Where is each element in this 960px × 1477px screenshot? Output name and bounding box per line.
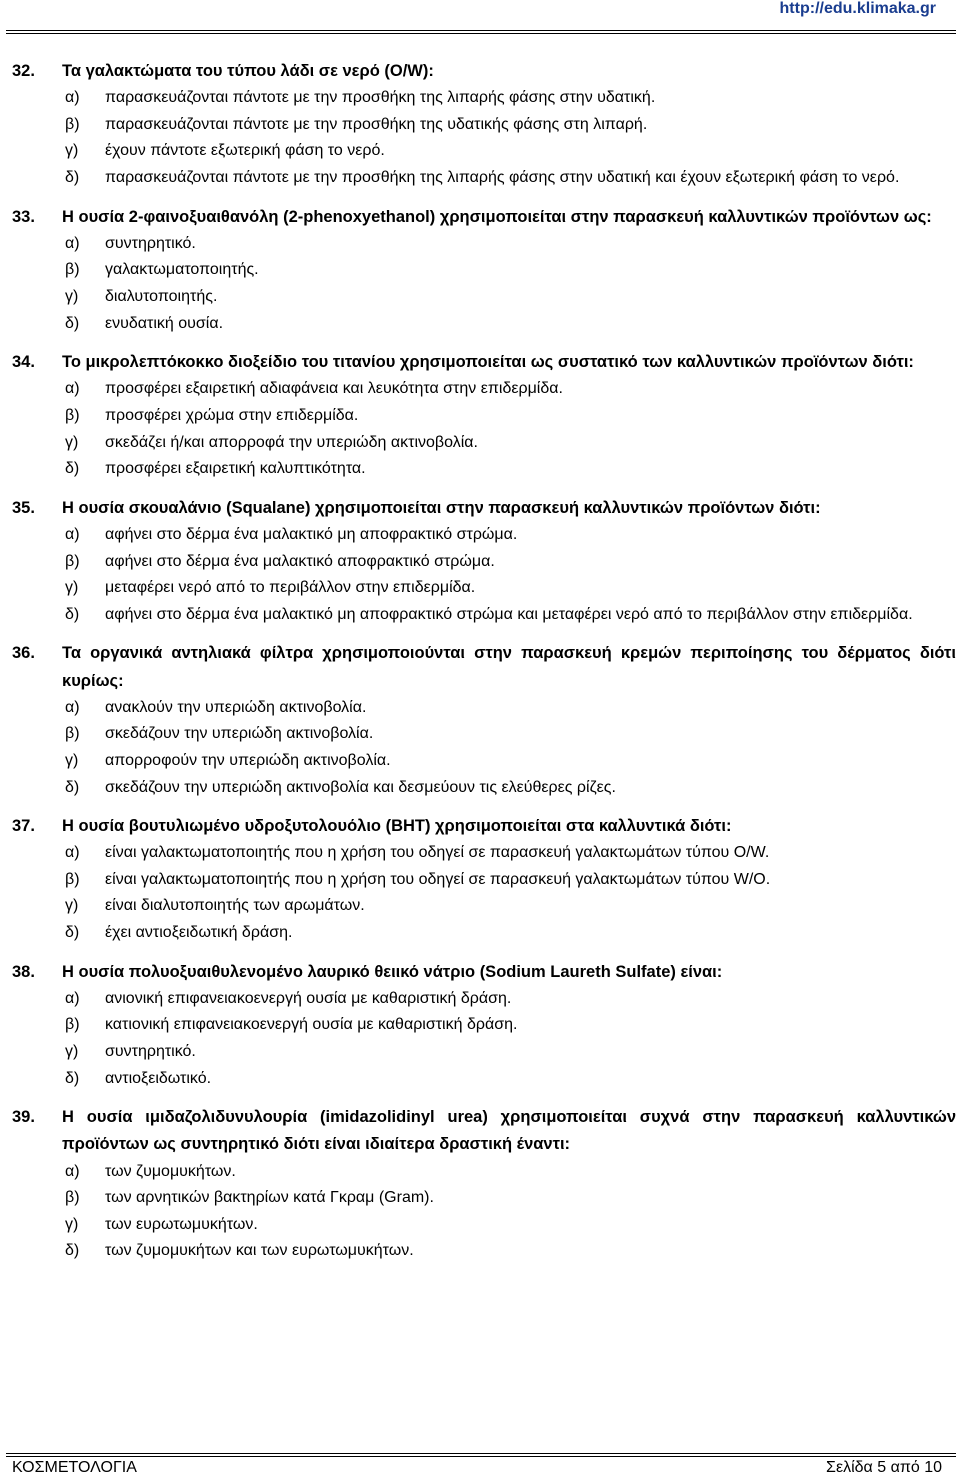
answer-option [12, 522, 956, 549]
option-text: αφήνει στο δέρμα ένα μαλακτικό μη αποφρακτικό στρώμα. [105, 525, 518, 543]
option-letter: α) [65, 234, 80, 252]
answer-option [12, 721, 956, 748]
answer-option [12, 867, 956, 894]
option-letter: α) [65, 525, 80, 543]
question-text: Η ουσία βουτυλιωμένο υδροξυτολουόλιο (BHT) χρησιμοποιείται στα καλλυντικά διότι: [62, 817, 732, 836]
option-text: γαλακτωματοποιητής. [105, 261, 259, 279]
question-block [12, 495, 956, 629]
question-block [12, 204, 956, 338]
option-letter: α) [65, 698, 80, 716]
answer-option [12, 456, 956, 483]
question-block [12, 640, 956, 801]
answer-option [12, 549, 956, 576]
question-block [12, 349, 956, 483]
option-letter: γ) [65, 1043, 79, 1061]
option-letter: β) [65, 1016, 80, 1034]
answer-option [12, 840, 956, 867]
question-heading [12, 959, 956, 986]
question-number: 34. [12, 353, 35, 372]
answer-option [12, 893, 956, 920]
question-heading [12, 349, 956, 376]
answer-option [12, 920, 956, 947]
option-letter: δ) [65, 314, 80, 332]
question-heading [12, 640, 956, 694]
option-letter: α) [65, 1162, 80, 1180]
answer-option [12, 1212, 956, 1239]
option-letter: δ) [65, 1242, 80, 1260]
question-heading [12, 1104, 956, 1158]
option-letter: β) [65, 725, 80, 743]
question-number: 36. [12, 644, 35, 663]
source-url-link[interactable]: http://edu.klimaka.gr [779, 0, 936, 17]
option-text: διαλυτοποιητής. [105, 287, 218, 305]
option-text: έχουν πάντοτε εξωτερική φάση το νερό. [105, 142, 385, 160]
option-text: σκεδάζει ή/και απορροφά την υπεριώδη ακτινοβολία. [105, 433, 478, 451]
option-letter: γ) [65, 1215, 79, 1233]
option-text: παρασκευάζονται πάντοτε με την προσθήκη της υδατικής φάσης στη λιπαρή. [105, 115, 648, 133]
option-letter: β) [65, 261, 80, 279]
option-text: έχει αντιοξειδωτική δράση. [105, 924, 293, 942]
question-text: Η ουσία 2-φαινοξυαιθανόλη (2-phenoxyethanol) χρησιμοποιείται στην παρασκευή καλλυντικών προϊόντων ως: [62, 207, 932, 226]
option-text: προσφέρει εξαιρετική αδιαφάνεια και λευκότητα στην επιδερμίδα. [105, 380, 563, 398]
answer-option [12, 257, 956, 284]
top-divider [6, 30, 956, 34]
option-letter: α) [65, 380, 80, 398]
option-letter: β) [65, 406, 80, 424]
answer-option [12, 165, 956, 192]
answer-option [12, 112, 956, 139]
option-text: προσφέρει εξαιρετική καλυπτικότητα. [105, 460, 366, 478]
question-heading [12, 813, 956, 840]
option-letter: β) [65, 870, 80, 888]
question-number: 35. [12, 498, 35, 517]
option-text: είναι γαλακτωματοποιητής που η χρήση του οδηγεί σε παρασκευή γαλακτωμάτων τύπου W/O. [105, 870, 771, 888]
footer-subject: ΚΟΣΜΕΤΟΛΟΓΙΑ [12, 1459, 137, 1476]
option-text: αντιοξειδωτικό. [105, 1069, 212, 1087]
option-text: παρασκευάζονται πάντοτε με την προσθήκη της λιπαρής φάσης στην υδατική. [105, 89, 656, 107]
answer-option [12, 695, 956, 722]
option-text: απορροφούν την υπεριώδη ακτινοβολία. [105, 751, 391, 769]
question-text: Η ουσία σκουαλάνιο (Squalane) χρησιμοποιείται στην παρασκευή καλλυντικών προϊόντων διότι: [62, 498, 821, 517]
answer-option [12, 284, 956, 311]
question-heading [12, 58, 956, 85]
option-text: προσφέρει χρώμα στην επιδερμίδα. [105, 406, 359, 424]
answer-option [12, 403, 956, 430]
answer-option [12, 311, 956, 338]
option-text: μεταφέρει νερό από το περιβάλλον στην επιδερμίδα. [105, 579, 476, 597]
option-letter: α) [65, 89, 80, 107]
option-text: κατιονική επιφανειακοενεργή ουσία με καθαριστική δράση. [105, 1016, 518, 1034]
answer-option [12, 986, 956, 1013]
option-letter: δ) [65, 1069, 80, 1087]
footer-page-number: Σελίδα 5 από 10 [826, 1459, 942, 1476]
option-letter: δ) [65, 605, 80, 623]
answer-option [12, 376, 956, 403]
option-text: των ευρωτωμυκήτων. [105, 1215, 258, 1233]
question-text: Το μικρολεπτόκοκκο διοξείδιο του τιτανίου χρησιμοποιείται ως συστατικό των καλλυντικών προϊόντων διότι: [62, 353, 914, 372]
option-text: αφήνει στο δέρμα ένα μαλακτικό αποφρακτικό στρώμα. [105, 552, 495, 570]
option-letter: δ) [65, 460, 80, 478]
questions-list [12, 58, 956, 1277]
option-text: των αρνητικών βακτηρίων κατά Γκραμ (Gram). [105, 1189, 434, 1207]
option-text: ανιονική επιφανειακοενεργή ουσία με καθαριστική δράση. [105, 989, 512, 1007]
question-heading [12, 495, 956, 522]
option-text: είναι γαλακτωματοποιητής που η χρήση του οδηγεί σε παρασκευή γαλακτωμάτων τύπου O/W. [105, 844, 770, 862]
option-letter: δ) [65, 924, 80, 942]
question-block [12, 1104, 956, 1265]
question-block [12, 58, 956, 192]
question-block [12, 813, 956, 947]
answer-option [12, 1066, 956, 1093]
answer-option [12, 575, 956, 602]
option-letter: α) [65, 989, 80, 1007]
option-text: των ζυμομυκήτων. [105, 1162, 236, 1180]
option-letter: β) [65, 552, 80, 570]
question-text: Η ουσία πολυοξυαιθυλενομένο λαυρικό θειικό νάτριο (Sodium Laureth Sulfate) είναι: [62, 962, 723, 981]
option-letter: δ) [65, 168, 80, 186]
option-letter: β) [65, 1189, 80, 1207]
question-number: 38. [12, 962, 35, 981]
answer-option [12, 1012, 956, 1039]
question-number: 39. [12, 1108, 35, 1127]
question-text: Τα οργανικά αντηλιακά φίλτρα χρησιμοποιούνται στην παρασκευή κρεμών περιποίησης του δέρματος διότι κυρίως: [62, 644, 956, 690]
answer-option [12, 1039, 956, 1066]
option-text: σκεδάζουν την υπεριώδη ακτινοβολία και δεσμεύουν τις ελεύθερες ρίζες. [105, 778, 616, 796]
bottom-divider [6, 1453, 956, 1457]
answer-option [12, 231, 956, 258]
option-letter: γ) [65, 897, 79, 915]
answer-option [12, 1185, 956, 1212]
option-text: ανακλούν την υπεριώδη ακτινοβολία. [105, 698, 367, 716]
answer-option [12, 775, 956, 802]
option-letter: γ) [65, 433, 79, 451]
option-text: συντηρητικό. [105, 1043, 196, 1061]
option-text: παρασκευάζονται πάντοτε με την προσθήκη της λιπαρής φάσης στην υδατική και έχουν εξωτερική φάση το νερό. [105, 168, 900, 186]
answer-option [12, 1238, 956, 1265]
option-letter: γ) [65, 579, 79, 597]
answer-option [12, 748, 956, 775]
option-letter: γ) [65, 751, 79, 769]
answer-option [12, 1159, 956, 1186]
option-letter: δ) [65, 778, 80, 796]
question-block [12, 959, 956, 1093]
question-text: Η ουσία ιμιδαζολιδυνυλουρία (imidazolidinyl urea) χρησιμοποιείται συχνά στην παρασκευή καλλυντικών προϊόντων ως συντηρητικό διότι είναι ιδιαίτερα δραστική έναντι: [62, 1108, 956, 1154]
option-text: σκεδάζουν την υπεριώδη ακτινοβολία. [105, 725, 374, 743]
option-text: ενυδατική ουσία. [105, 314, 224, 332]
answer-option [12, 85, 956, 112]
answer-option [12, 602, 956, 629]
option-text: των ζυμομυκήτων και των ευρωτωμυκήτων. [105, 1242, 414, 1260]
question-heading [12, 204, 956, 231]
answer-option [12, 138, 956, 165]
question-number: 33. [12, 207, 35, 226]
question-number: 32. [12, 62, 35, 80]
option-letter: γ) [65, 287, 79, 305]
option-text: συντηρητικό. [105, 234, 196, 252]
answer-option [12, 430, 956, 457]
option-letter: β) [65, 115, 80, 133]
question-number: 37. [12, 817, 35, 836]
option-letter: α) [65, 844, 80, 862]
option-letter: γ) [65, 142, 79, 160]
option-text: αφήνει στο δέρμα ένα μαλακτικό μη αποφρακτικό στρώμα και μεταφέρει νερό από το περιβάλλον στην επιδερμίδα. [105, 605, 913, 623]
option-text: είναι διαλυτοποιητής των αρωμάτων. [105, 897, 365, 915]
question-text: Τα γαλακτώματα του τύπου λάδι σε νερό (O/W): [62, 62, 434, 80]
